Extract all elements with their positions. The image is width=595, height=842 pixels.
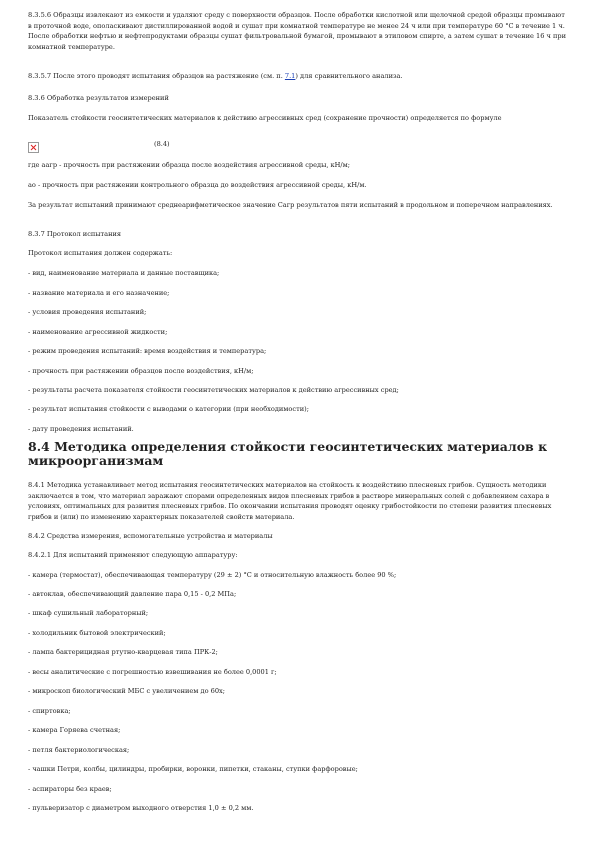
definition-a-agr: где aагр - прочность при растяжении образца после воздействия агрессивной среды, кН/м; [28,161,350,169]
paragraph-8-3-5-7 [28,71,566,82]
list-item: - аспираторы без краев; [28,785,112,793]
list-item: - холодильник бытовой электрический; [28,629,166,637]
list-item: - прочность при растяжении образцов после воздействия, кН/м; [28,367,254,375]
list-item: - камера (термостат), обеспечивающая температуру (29 ± 2) °С и относительную влажность более 90 %; [28,571,397,579]
list-item: - условия проведения испытаний; [28,308,147,316]
list-item: - дату проведения испытаний. [28,425,134,433]
broken-image-icon [28,142,39,153]
list-item: - наименование агрессивной жидкости; [28,328,168,336]
list-item: - весы аналитические с погрешностью взвешивания не более 0,0001 г; [28,668,277,676]
section-8-3-7-title: 8.3.7 Протокол испытания [28,230,122,238]
paragraph-text: ) для сравнительного анализа. [295,72,403,80]
paragraph-protocol: Протокол испытания должен содержать: [28,249,173,257]
section-8-4-2-title: 8.4.2 Средства измерения, вспомогательные устройства и материалы [28,532,273,540]
list-item: - вид, наименование материала и данные поставщика; [28,269,220,277]
list-item: - пульверизатор с диаметром выходного отверстия 1,0 ± 0,2 мм. [28,804,254,812]
list-item: - лампа бактерицидная ртутно-кварцевая типа ПРК-2; [28,648,218,656]
definition-a-o: ao - прочность при растяжении контрольного образца до воздействия агрессивной среды, кН/м. [28,181,367,189]
section-8-3-6-title: 8.3.6 Обработка результатов измерений [28,94,169,102]
paragraph-8-4-1: 8.4.1 Методика устанавливает метод испытания геосинтетических материалов на стойкость к воздействию плесневых грибов. Сущность методики заключается в том, что материал заражают спорами определенных видов плесневых грибов в растворе минеральных солей с добавлением сахара в условиях, оптимальных для развития плесневых грибов. По окончании испытания проводят оценку грибостойкости по степени развития плесневых грибов и (или) по изменению характерных показателей свойств материала. [28,481,552,521]
list-item: - шкаф сушильный лабораторный; [28,609,149,617]
list-item: - результаты расчета показателя стойкости геосинтетических материалов к действию агрессивных сред; [28,386,399,394]
list-item: - микроскоп биологический МБС с увеличением до 60х; [28,687,225,695]
list-item: - камера Горяева счетная; [28,726,121,734]
clause-link[interactable]: 7.1 [284,72,296,80]
list-item: - автоклав, обеспечивающий давление пара 0,15 - 0,2 МПа; [28,590,237,598]
paragraph-8-3-5-6: 8.3.5.6 Образцы извлекают из емкости и удаляют среду с поверхности образцов. После обработки кислотной или щелочной средой образцы промывают в проточной воде, ополаскивают дистиллированной водой и сушат при комнатной температуре не менее 24 ч или при температуре 60 °С в течение 1 ч. После обработки нефтью и нефтепродуктами образцы сушат фильтровальной бумагой, промывают в этиловом спирте, а затем сушат в течение 16 ч при комнатной температуре. [28,11,566,51]
list-item: - название материала и его назначение; [28,289,170,297]
paragraph-text: 8.3.5.7 После этого проводят испытания образцов на растяжение (см. п. [28,72,285,80]
list-item: - результат испытания стойкости с выводами о категории (при необходимости); [28,405,309,413]
paragraph-formula-intro: Показатель стойкости геосинтетических материалов к действию агрессивных сред (сохранение прочности) определяется по формуле [28,114,502,122]
paragraph-result: За результат испытаний принимают среднеарифметическое значение Сагр результатов пяти испытаний в продольном и поперечном направлениях. [28,201,553,209]
list-item: - режим проведения испытаний: время воздействия и температура; [28,347,267,355]
list-item: - петля бактериологическая; [28,746,130,754]
list-item: - спиртовка; [28,707,71,715]
paragraph-8-4-2-1: 8.4.2.1 Для испытаний применяют следующую аппаратуру: [28,551,238,559]
formula-number: (8.4) [154,140,170,148]
section-heading: 8.4 Методика определения стойкости геосинтетических материалов к микроорганизмам [28,439,548,468]
formula-row [28,137,566,151]
list-item: - чашки Петри, колбы, цилиндры, пробирки, воронки, пипетки, стаканы, ступки фарфоровые; [28,765,358,773]
